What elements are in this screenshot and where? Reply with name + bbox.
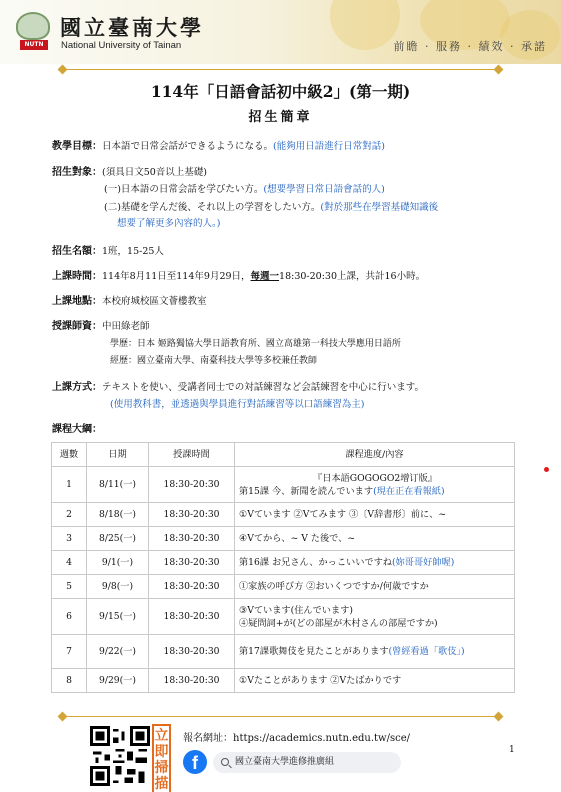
qr-code-icon[interactable]: [90, 726, 150, 786]
cell-date: 9/22(一): [87, 635, 149, 669]
goal-label: 教學目標：: [52, 141, 102, 152]
facebook-search-text: 國立臺南大學進修推廣組: [235, 757, 335, 767]
header-time: 授課時間: [149, 443, 235, 467]
schedule-text-b: 18:30-20:30上課，共計16小時。: [279, 271, 426, 282]
section-method: [52, 381, 424, 395]
target-item-2: [104, 201, 438, 215]
cell-content: [235, 575, 515, 599]
cell-date: 9/8(一): [87, 575, 149, 599]
teacher-label: 授課師資：: [52, 321, 102, 332]
cell-content: [235, 599, 515, 635]
header-date: 日期: [87, 443, 149, 467]
cell-content: [235, 503, 515, 527]
page-header: [0, 0, 561, 64]
goal-text: 日本語で日常会話ができるようになる。: [102, 141, 274, 152]
facebook-icon: f: [183, 750, 207, 774]
facebook-search-field[interactable]: [213, 752, 401, 773]
cell-date: 8/18(一): [87, 503, 149, 527]
search-icon: [221, 758, 229, 766]
university-logo: [16, 12, 56, 52]
content-line-1: [239, 604, 511, 617]
facebook-search-bar[interactable]: [183, 750, 403, 774]
cell-date: 9/29(一): [87, 669, 149, 693]
cell-time: 18:30-20:30: [149, 575, 235, 599]
cell-date: 9/1(一): [87, 551, 149, 575]
content-line-1: [239, 556, 511, 569]
cell-week: 1: [52, 467, 87, 503]
goal-note: (能夠用日語進行日常對話): [273, 141, 385, 152]
header-content: 課程進度/內容: [235, 443, 515, 467]
cell-week: 6: [52, 599, 87, 635]
target-item-2-note: (對於那些在學習基礎知識後: [320, 202, 439, 213]
section-schedule: [52, 270, 425, 284]
method-note: (使用教科書，並透過與學員進行對話練習等以口語練習為主): [110, 399, 365, 410]
header-week: 週數: [52, 443, 87, 467]
top-divider: [62, 69, 499, 70]
logo-emblem-icon: [16, 12, 50, 40]
header-decoration: [330, 0, 400, 50]
marker-dot: [544, 467, 549, 472]
divider-diamond-icon: [494, 65, 504, 75]
location-label: 上課地點：: [52, 296, 102, 307]
cell-time: 18:30-20:30: [149, 669, 235, 693]
cell-week: 2: [52, 503, 87, 527]
target-item-2-text: (二)基礎を学んだ後、それ以上の学習をしたい方。: [104, 202, 321, 213]
page-footer: [0, 712, 561, 792]
target-item-2-note-cont: 想要了解更多內容的人。): [117, 218, 221, 229]
content-text: 第17課歌舞伎を見たことがあります: [239, 646, 389, 657]
table-row: [52, 669, 515, 693]
cell-date: 8/11(一): [87, 467, 149, 503]
registration-url[interactable]: 報名網址：https://academics.nutn.edu.tw/sce/: [183, 733, 410, 744]
page-title: 114年「日語會話初中級2」(第一期): [150, 82, 411, 101]
teacher-experience: 經歷：國立臺南大學、南臺科技大學等多校兼任教師: [110, 356, 318, 366]
cell-time: 18:30-20:30: [149, 599, 235, 635]
content-line-1: [239, 580, 511, 593]
content-text: ①Vたことがあります ②Vたばかりです: [239, 675, 402, 686]
content-line-1: [239, 532, 511, 545]
method-text: テキストを使い、受講者同士での対話練習など会話練習を中心に行います。: [102, 382, 425, 393]
cell-time: 18:30-20:30: [149, 551, 235, 575]
cell-content: [235, 527, 515, 551]
section-target: [52, 166, 207, 180]
content-note: (現在正在看報紙): [373, 485, 445, 497]
schedule-text-a: 114年8月11日至114年9月29日，: [102, 271, 251, 282]
target-label: 招生對象：: [52, 167, 102, 178]
table-row: [52, 467, 515, 503]
table-row: [52, 503, 515, 527]
logo-tag: NUTN: [20, 40, 48, 50]
header-slogan: 前瞻 · 服務 · 績效 · 承諾: [393, 40, 547, 53]
cell-time: 18:30-20:30: [149, 467, 235, 503]
schedule-day: 每週一: [250, 271, 280, 282]
target-item-1-note: (想要學習日常日語會話的人): [263, 184, 385, 195]
table-row: [52, 527, 515, 551]
target-requirement: (須具日文50音以上基礎): [102, 167, 208, 178]
table-row: [52, 599, 515, 635]
section-teacher: [52, 320, 150, 334]
content-text: ③Vています(住んでいます): [239, 604, 353, 616]
cell-week: 8: [52, 669, 87, 693]
content-line-1: [239, 472, 511, 485]
section-location: [52, 295, 207, 309]
table-row: [52, 575, 515, 599]
table-row: [52, 551, 515, 575]
section-goal: [52, 140, 385, 154]
method-label: 上課方式：: [52, 382, 102, 393]
table-row: [52, 635, 515, 669]
content-text: 第16課 お兄さん、かっこいいですね: [239, 557, 392, 568]
cell-date: 8/25(一): [87, 527, 149, 551]
schedule-label: 上課時間：: [52, 271, 102, 282]
cell-week: 5: [52, 575, 87, 599]
content-text: 第15課 今、新聞を読んでいます: [239, 485, 374, 497]
divider-diamond-icon: [58, 65, 68, 75]
content-line-2: [239, 485, 511, 498]
cell-time: 18:30-20:30: [149, 635, 235, 669]
cell-date: 9/15(一): [87, 599, 149, 635]
content-text: ①Vています ②Vてみます ③〔V辞書形〕前に、~: [239, 509, 447, 520]
page-subtitle: 招生簡章: [248, 110, 313, 125]
cell-week: 3: [52, 527, 87, 551]
cell-content: [235, 551, 515, 575]
target-item-1-text: (一)日本語の日常会話を学びたい方。: [104, 184, 264, 195]
cell-content: [235, 467, 515, 503]
syllabus-label: 課程大綱：: [52, 424, 102, 435]
syllabus-table: [51, 442, 515, 693]
content-text: ④Vてから、~ V た後で、~: [239, 533, 356, 544]
content-line-1: [239, 674, 511, 687]
quota-text: 1班，15-25人: [102, 246, 164, 257]
cell-week: 7: [52, 635, 87, 669]
content-line-2: ④疑問詞+が(どの部屋が木村さんの部屋ですか): [239, 617, 438, 629]
teacher-name: 中田綠老師: [102, 321, 150, 332]
university-name-en: National University of Tainan: [61, 40, 182, 51]
content-note: (曾經看過「歌伎」): [388, 646, 465, 657]
cell-time: 18:30-20:30: [149, 503, 235, 527]
section-quota: [52, 245, 164, 259]
teacher-education: 學歷：日本 姬路獨協大學日語教育所、國立高雄第一科技大學應用日語所: [110, 339, 401, 349]
content-line-1: [239, 508, 511, 521]
university-name-zh: 國立臺南大學: [60, 15, 204, 40]
location-text: 本校府城校區文薈樓教室: [102, 296, 207, 307]
content-text: 『日本語GOGOGO2增订版』: [313, 472, 437, 484]
cell-content: [235, 635, 515, 669]
content-note: (妳哥哥好帥喔): [391, 557, 455, 568]
page-number: 1: [509, 745, 515, 755]
cell-time: 18:30-20:30: [149, 527, 235, 551]
scan-now-badge: 立即掃描: [152, 724, 171, 792]
quota-label: 招生名額：: [52, 246, 102, 257]
table-header-row: [52, 443, 515, 467]
target-item-1: [104, 183, 385, 197]
cell-week: 4: [52, 551, 87, 575]
content-text: ①家族の呼び方 ②おいくつですか/何歳ですか: [239, 581, 429, 592]
cell-content: [235, 669, 515, 693]
content-line-1: [239, 645, 511, 658]
